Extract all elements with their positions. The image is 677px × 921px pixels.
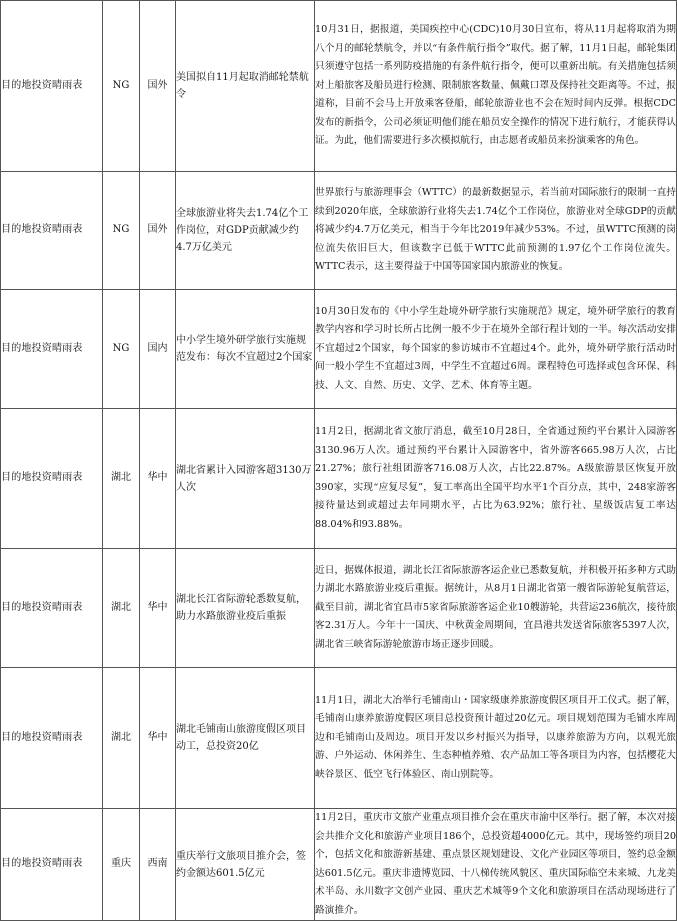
- headline-cell: [176, 549, 315, 668]
- region-cell: 重庆: [103, 809, 140, 921]
- category-cell: 目的地投资晴雨表: [1, 1, 103, 172]
- region-cell: NG: [103, 290, 140, 409]
- table-row: [1, 668, 677, 809]
- headline-text: 湖北省累计入园游客超3130万人次: [176, 464, 312, 493]
- headline-text: 美国拟自11月起取消邮轮禁航令: [176, 72, 309, 100]
- scope-cell: 西南: [140, 809, 176, 921]
- headline-text: 重庆举行文旅项目推介会，签约金额达601.5亿元: [176, 850, 306, 879]
- category-cell: 目的地投资晴雨表: [1, 809, 103, 921]
- headline-cell: [176, 409, 315, 549]
- table-row: [1, 409, 677, 549]
- table-row: [1, 172, 677, 290]
- summary-cell: 近日，据媒体报道，湖北长江省际旅游客运企业已悉数复航，并积极开拓多种方式助力湖北水路旅游业疫后重振。据统计，从8月1日湖北省第一艘省际游轮复航营运，截至目前，湖北省宜昌市5家省际旅游客运企业10艘游轮，共营运236航次，接待旅客2.31万人。今年十一国庆、中秋黄金周期间，宜昌港共发送省际旅客5397人次，湖北省三峡省际游轮旅游市场正逐步回暖。: [315, 549, 677, 668]
- headline-cell: [176, 290, 315, 409]
- summary-cell: 11月2日，重庆市文旅产业重点项目推介会在重庆市渝中区举行。据了解，本次对接会共推介文化和旅游产业项目186个，总投资超4000亿元。其中，现场签约项目20个，包括文化和旅游新基建、重点景区规划建设、文化产业园区等项目，签约总金额达601.5亿元。重庆非遗博览园、十八梯传统风貌区、重庆国际临空未来城、九龙美术半岛、永川数字文创产业园、重庆艺术城等9个文化和旅游项目在活动现场进行了路演推介。: [315, 809, 677, 921]
- headline-text: 湖北长江省际游轮悉数复航，助力水路旅游业疫后重振: [176, 594, 306, 622]
- scope-cell: 国外: [140, 1, 176, 172]
- region-cell: 湖北: [103, 409, 140, 549]
- headline-text: 中小学生境外研学旅行实施规范发布：每次不宜超过2个国家: [176, 335, 313, 363]
- region-cell: 湖北: [103, 549, 140, 668]
- scope-cell: 国内: [140, 290, 176, 409]
- category-cell: 目的地投资晴雨表: [1, 409, 103, 549]
- table-row: [1, 290, 677, 409]
- category-cell: 目的地投资晴雨表: [1, 172, 103, 290]
- headline-text: 全球旅游业将失去1.74亿个工作岗位，对GDP贡献减少约4.7万亿美元: [176, 208, 309, 253]
- region-cell: 湖北: [103, 668, 140, 809]
- headline-cell: [176, 172, 315, 290]
- summary-cell: 11月1日，湖北大冶举行毛铺南山・国家级康养旅游度假区项目开工仪式。据了解，毛铺南山康养旅游度假区项目总投资预计超过20亿元。项目规划范围为毛铺水库周边和毛铺南山及周边。项目开发以乡村振兴为指导，以康养旅游为方向，以观光旅游、户外运动、休闲养生、生态种植养殖、农产品加工等各项目为内容，包括樱花大峡谷景区、低空飞行体验区、南山别院等。: [315, 668, 677, 809]
- scope-cell: 华中: [140, 668, 176, 809]
- region-cell: NG: [103, 1, 140, 172]
- category-cell: 目的地投资晴雨表: [1, 290, 103, 409]
- summary-cell: 10月31日，据报道，美国疾控中心(CDC)10月30日宣布，将从11月起将取消为期八个月的邮轮禁航令，并以“有条件航行指令”取代。据了解，11月1日起，邮轮集团只须遵守包括一系列防疫措施的有条件航行指令，便可以重新出航。有关措施包括须对上船旅客及船员进行检测、限制旅客数量、佩戴口罩及保持社交距离等。不过，报道称，目前不会马上开放乘客登船，邮轮旅游业也不会在短时间内反弹。根据CDC发布的新指令，公司必须证明他们能在船员安全操作的情况下进行航行，才能获得认证。为此，他们需要进行多次模拟航行，由志愿者或船员来扮演乘客的角色。: [315, 1, 677, 172]
- region-cell: NG: [103, 172, 140, 290]
- headline-cell: [176, 1, 315, 172]
- summary-cell: 11月2日，据湖北省文旅厅消息，截至10月28日，全省通过预约平台累计入园游客3130.96万人次。通过预约平台累计入园游客中，省外游客665.98万人次，占比21.27%；旅行社组团游客716.08万人次，占比22.87%。A级旅游景区恢复开放390家，实现“应复尽复”，复工率高出全国平均水平1个百分点，其中，248家游客接待量达到或超过去年同期水平，占比为63.92%；旅行社、星级饭店复工率达88.04%和93.88%。: [315, 409, 677, 549]
- scope-cell: 华中: [140, 409, 176, 549]
- headline-cell: [176, 668, 315, 809]
- headline-text: 湖北毛铺南山旅游度假区项目动工，总投资20亿: [176, 724, 306, 752]
- category-cell: 目的地投资晴雨表: [1, 549, 103, 668]
- category-cell: 目的地投资晴雨表: [1, 668, 103, 809]
- summary-cell: 世界旅行与旅游理事会（WTTC）的最新数据显示，若当前对国际旅行的限制一直持续到2020年底，全球旅游行业将失去1.74亿个工作岗位，旅游业对全球GDP的贡献将减少约4.7万亿美元，相当于今年比2019年减少53%。不过，虽WTTC预测的岗位流失依旧巨大，但该数字已低于WTTC此前预测的1.97亿个工作岗位流失。WTTC表示，这主要得益于中国等国家国内旅游业的恢复。: [315, 172, 677, 290]
- table-row: [1, 549, 677, 668]
- scope-cell: 国外: [140, 172, 176, 290]
- summary-cell: 10月30日发布的《中小学生赴境外研学旅行实施规范》规定，境外研学旅行的教育教学内容和学习时长所占比例一般不少于在境外全部行程计划的一半。每次活动安排不宜超过2个国家，每个国家的参访城市不宜超过4个。此外，境外研学旅行活动时间一般小学生不宜超过3周，中学生不宜超过6周。课程特色可选择或包含环保、科技、人文、自然、历史、文学、艺术、体育等主题。: [315, 290, 677, 409]
- scope-cell: 华中: [140, 549, 176, 668]
- table-row: [1, 1, 677, 172]
